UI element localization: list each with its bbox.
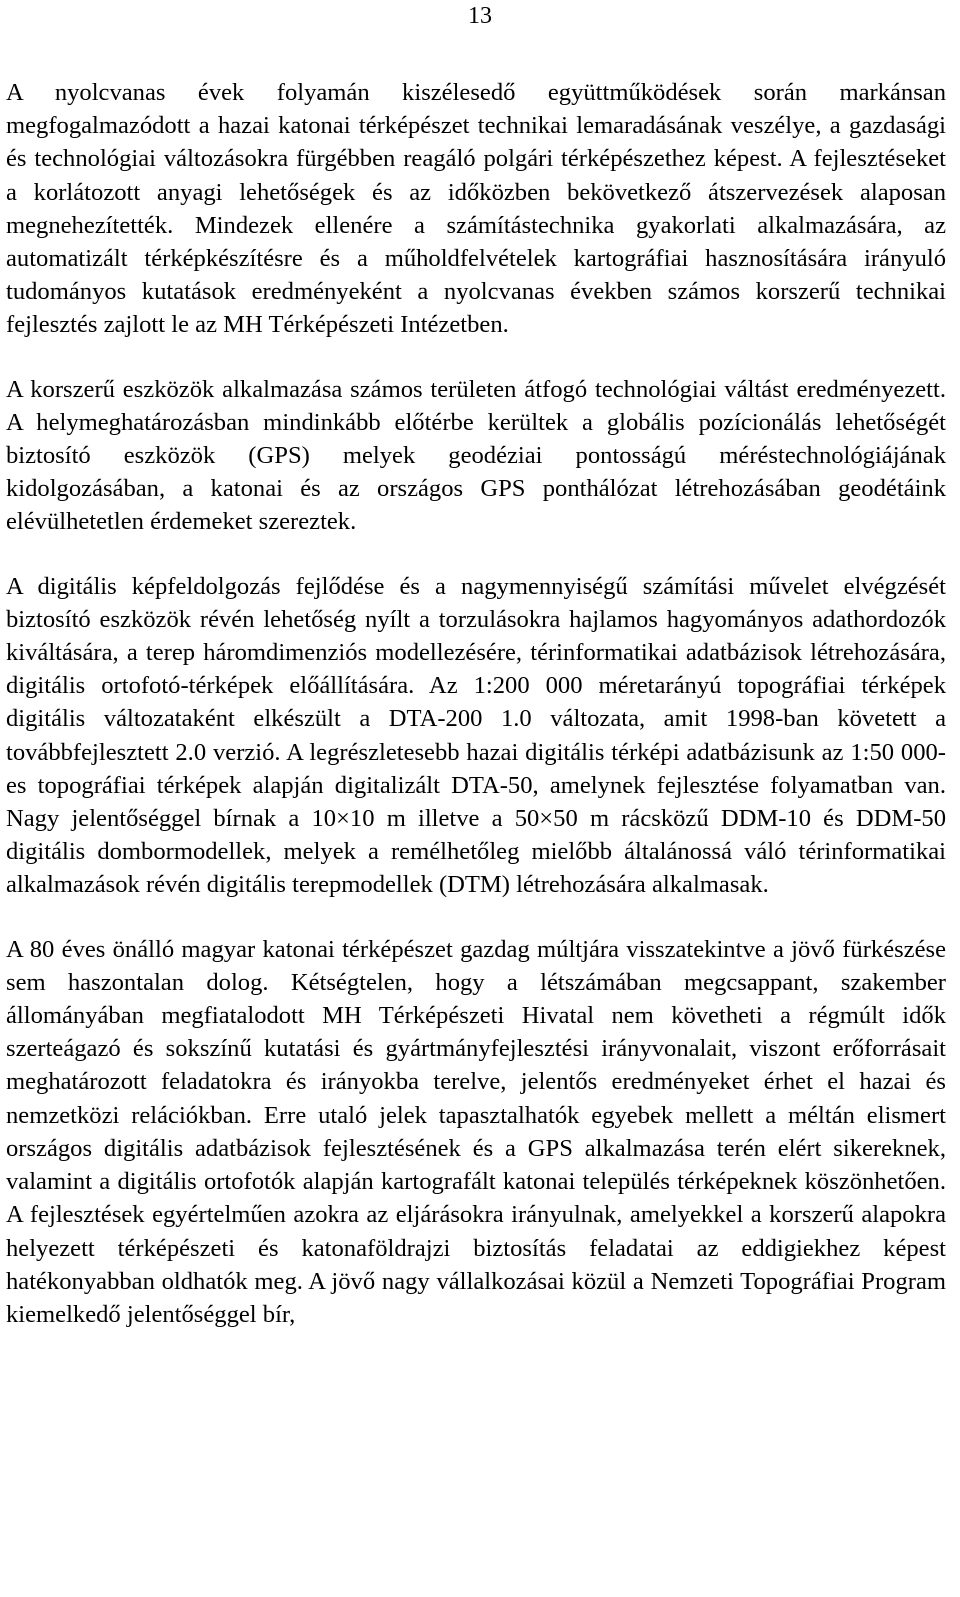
paragraph-4: A 80 éves önálló magyar katonai térképészet gazdag múltjára visszatekintve a jövő fürkészése sem haszontalan dolog. Kétségtelen, hogy a létszámában megcsappant, szakember állományában megfiatalodott MH Térképészeti Hivatal nem követheti a régmúlt idők szerteágazó és sokszínű kutatási és gyártmányfejlesztési irányvonalait, viszont erőforrásait meghatározott feladatokra és irányokba terelve, jelentős eredményeket érhet el hazai és nemzetközi relációkban. Erre utaló jelek tapasztalhatók egyebek mellett a méltán elismert országos digitális adatbázisok fejlesztésének és a GPS alkalmazása terén elért sikereknek, valamint a digitális ortofotók alapján kartografált katonai település térképeknek köszönhetően. A fejlesztések egyértelműen azokra az eljárásokra irányulnak, amelyekkel a korszerű alapokra helyezett térképészeti és katonaföldrajzi biztosítás feladatai az eddigiekhez képest hatékonyabban oldhatók meg. A jövő nagy vállalkozásai közül a Nemzeti Topográfiai Program kiemelkedő jelentőséggel bír, [6,935,946,1328]
paragraph-3: A digitális képfeldolgozás fejlődése és a nagymennyiségű számítási művelet elvégzését biztosító eszközök révén lehetőség nyílt a torzulásokra hajlamos hagyományos adathordozók kiváltására, a terep háromdimenziós modellezésére, térinformatikai adatbázisok létrehozására, digitális ortofotó-térképek előállítására. Az 1:200 000 méretarányú topográfiai térképek digitális változataként elkészült a DTA-200 1.0 változata, amit 1998-ban követett a továbbfejlesztett 2.0 verzió. A legrészletesebb hazai digitális térképi adatbázisunk az 1:50 000-es topográfiai térképek alapján digitalizált DTA-50, amelynek fejlesztése folyamatban van. Nagy jelentőséggel bírnak a 10×10 m illetve a 50×50 m rácsközű DDM-10 és DDM-50 digitális dombormodellek, melyek a remélhetőleg mielőbb általánossá váló térinformatikai alkalmazások révén digitális terepmodellek (DTM) létrehozására alkalmasak. [6,572,946,899]
page-number: 13 [468,3,492,29]
document-body [6,76,946,1362]
paragraph-2: A korszerű eszközök alkalmazása számos területen átfogó technológiai váltást eredményezett. A helymeghatározásban mindinkább előtérbe kerültek a globális pozícionálás lehetőségét biztosító eszközök (GPS) melyek geodéziai pontosságú méréstechnológiájának kidolgozásában, a katonai és az országos GPS ponthálózat létrehozásában geodétáink elévülhetetlen érdemeket szereztek. [6,375,946,536]
paragraph-1: A nyolcvanas évek folyamán kiszélesedő együttműködések során markánsan megfogalmazódott a hazai katonai térképészet technikai lemaradásának veszélye, a gazdasági és technológiai változásokra fürgébben reagáló polgári térképészethez képest. A fejlesztéseket a korlátozott anyagi lehetőségek és az időközben bekövetkező átszervezések alaposan megnehezítették. Mindezek ellenére a számítástechnika gyakorlati alkalmazására, az automatizált térképkészítésre és a műholdfelvételek kartográfiai hasznosítására irányuló tudományos kutatások eredményeként a nyolcvanas években számos korszerű technikai fejlesztés zajlott le az MH Térképészeti Intézetben. [6,79,946,339]
